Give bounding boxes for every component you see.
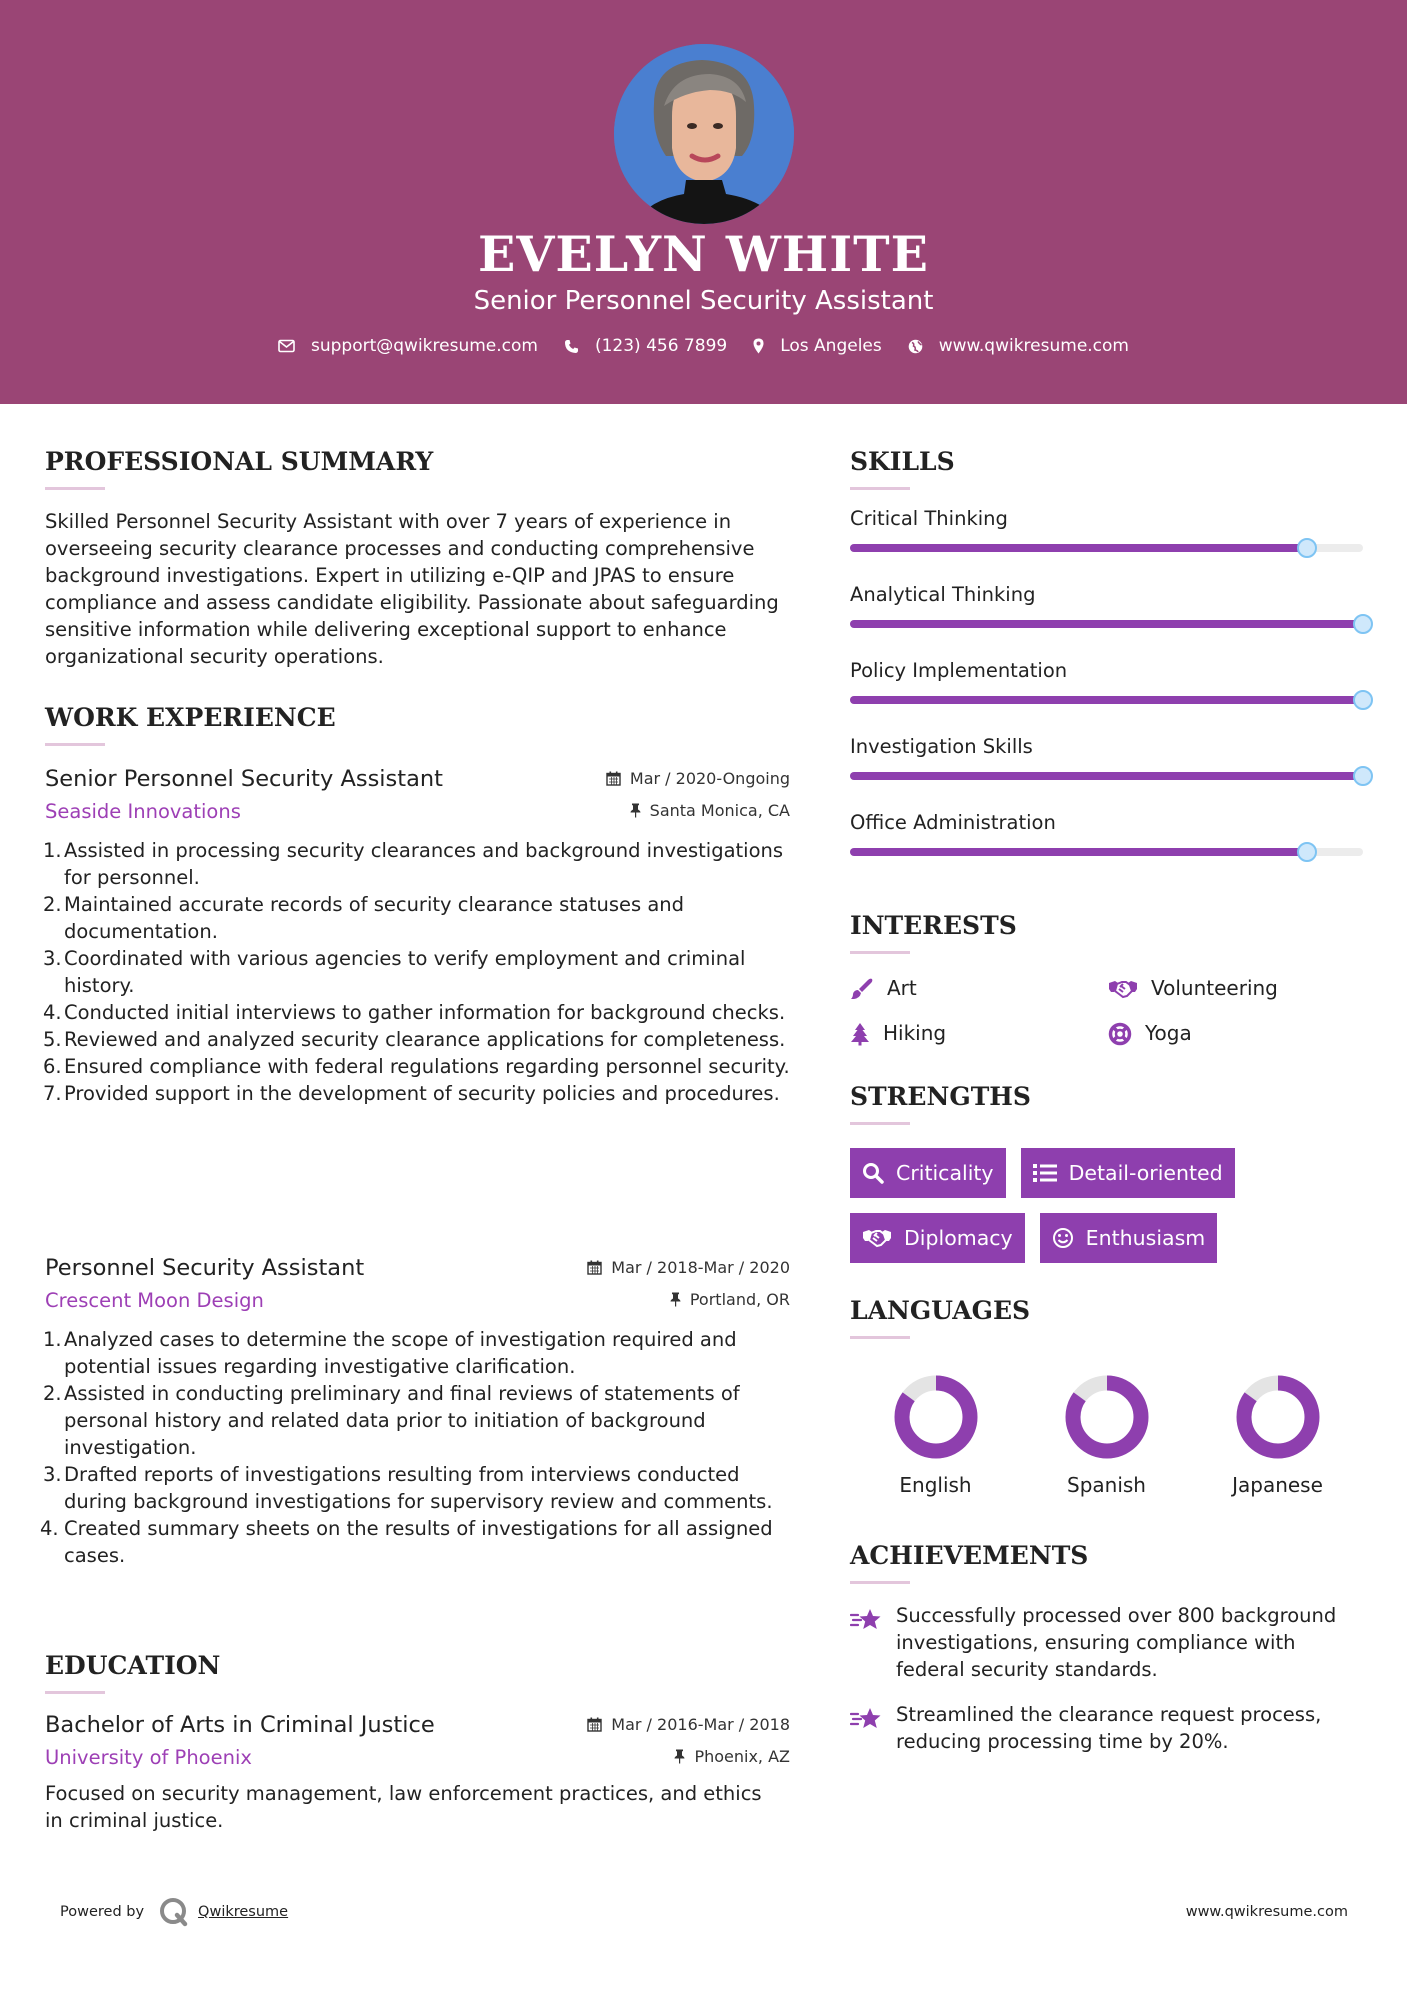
education-dates: [587, 1715, 790, 1734]
handshake-icon: [1108, 978, 1138, 1000]
section-divider: [850, 1581, 910, 1584]
job-role: Personnel Security Assistant: [45, 1255, 365, 1281]
pushpin-icon: [630, 803, 641, 818]
strength-label: Diplomacy: [904, 1226, 1013, 1250]
job-entry: [40, 1253, 790, 1569]
language-level-donut: [1234, 1373, 1322, 1461]
section-divider: [850, 951, 910, 954]
language-name: English: [899, 1473, 972, 1497]
interest-yoga: [1108, 1018, 1366, 1049]
skill-item: [850, 810, 1370, 886]
skill-level-fill: [850, 620, 1363, 628]
interests-heading: INTERESTS: [850, 911, 1017, 940]
job-entry: [45, 764, 790, 1107]
calendar-icon: [587, 1717, 602, 1732]
skill-level-knob: [1353, 614, 1373, 634]
phone-text: (123) 456 7899: [594, 336, 728, 356]
language-level-donut: [1063, 1373, 1151, 1461]
education-location: [674, 1747, 790, 1766]
list-item: 4. Created summary sheets on the results of investigations for all assigned cases.: [40, 1517, 773, 1567]
smile-icon: [1052, 1227, 1074, 1249]
achievement-item: [850, 1701, 1370, 1755]
contact-website[interactable]: [908, 336, 1129, 356]
experience-heading: WORK EXPERIENCE: [45, 703, 336, 732]
language-name: Spanish: [1067, 1473, 1146, 1497]
strength-label: Criticality: [896, 1161, 994, 1185]
job-location-text: Portland, OR: [689, 1290, 790, 1309]
language-name: Japanese: [1232, 1473, 1323, 1497]
achievements-heading: ACHIEVEMENTS: [850, 1541, 1089, 1570]
summary-heading: PROFESSIONAL SUMMARY: [45, 447, 434, 476]
skill-level-bar: [850, 848, 1363, 856]
education-description: Focused on security management, law enforcement practices, and ethics in criminal justice.: [45, 1782, 762, 1832]
language-item: [1021, 1373, 1192, 1499]
shooting-star-icon: [850, 1606, 882, 1634]
job-role: Senior Personnel Security Assistant: [45, 766, 443, 792]
strength-tag: [1040, 1213, 1218, 1263]
degree: Bachelor of Arts in Criminal Justice: [45, 1712, 435, 1738]
skill-item: [850, 658, 1370, 734]
job-company: Seaside Innovations: [45, 800, 241, 823]
skill-level-fill: [850, 544, 1307, 552]
achievement-text: Streamlined the clearance request process, reducing processing time by 20%.: [896, 1703, 1322, 1753]
strength-tag: [1021, 1148, 1235, 1198]
interest-label: Yoga: [1145, 1021, 1192, 1045]
job-dates: [606, 769, 790, 788]
job-dates-text: Mar / 2018-Mar / 2020: [611, 1258, 790, 1277]
tree-icon: [850, 1022, 870, 1046]
strength-label: Enthusiasm: [1085, 1226, 1206, 1250]
envelope-icon: [278, 339, 295, 353]
pushpin-icon: [674, 1749, 685, 1764]
section-divider: [45, 743, 105, 746]
job-location: [630, 801, 790, 820]
list-item: 1. Analyzed cases to determine the scope of investigation required and potential issues regarding investigative clarification.: [43, 1328, 737, 1378]
candidate-title: Senior Personnel Security Assistant: [473, 286, 934, 316]
handshake-icon: [862, 1227, 892, 1249]
section-divider: [45, 487, 105, 490]
skill-level-bar: [850, 620, 1363, 628]
search-icon: [862, 1162, 884, 1184]
powered-by-text: Powered by: [60, 1904, 145, 1920]
location-text: Los Angeles: [780, 336, 882, 356]
languages-section: [850, 1295, 1370, 1499]
pushpin-icon: [670, 1292, 681, 1307]
skill-level-fill: [850, 772, 1363, 780]
paintbrush-icon: [850, 977, 874, 1001]
achievements-section: [850, 1540, 1370, 1755]
skills-heading: SKILLS: [850, 447, 955, 476]
interest-label: Hiking: [883, 1021, 947, 1045]
contact-location: [753, 336, 882, 356]
education-heading: EDUCATION: [45, 1651, 221, 1680]
strength-label: Detail-oriented: [1068, 1161, 1223, 1185]
footer-website[interactable]: www.qwikresume.com: [1185, 1904, 1348, 1920]
skill-name: Office Administration: [850, 811, 1056, 834]
list-icon: [1033, 1163, 1057, 1183]
shooting-star-icon: [850, 1705, 882, 1733]
skill-level-fill: [850, 696, 1363, 704]
job-duties: [40, 1326, 790, 1569]
language-level-donut: [892, 1373, 980, 1461]
globe-icon: [908, 339, 923, 354]
languages-heading: LANGUAGES: [850, 1296, 1031, 1325]
list-item: 3. Coordinated with various agencies to verify employment and criminal history.: [43, 947, 746, 997]
section-divider: [45, 1691, 105, 1694]
section-divider: [850, 1122, 910, 1125]
summary-section: [45, 446, 790, 670]
section-divider: [850, 487, 910, 490]
job-dates: [587, 1258, 790, 1277]
map-pin-icon: [753, 338, 764, 354]
skill-level-bar: [850, 544, 1363, 552]
interest-label: Art: [887, 976, 917, 1000]
skills-section: [850, 446, 1370, 886]
job-dates-text: Mar / 2020-Ongoing: [629, 769, 790, 788]
calendar-icon: [606, 771, 621, 786]
skill-name: Critical Thinking: [850, 507, 1008, 530]
skill-name: Analytical Thinking: [850, 583, 1036, 606]
skill-level-knob: [1297, 842, 1317, 862]
skill-item: [850, 582, 1370, 658]
language-item: [850, 1373, 1021, 1499]
language-item: [1192, 1373, 1363, 1499]
skill-level-bar: [850, 772, 1363, 780]
school: University of Phoenix: [45, 1746, 252, 1769]
interests-section: [850, 910, 1370, 1049]
list-item: 2. Maintained accurate records of security clearance statuses and documentation.: [43, 893, 685, 943]
list-item: 3. Drafted reports of investigations resulting from interviews conducted during background investigations for supervisory review and comments.: [43, 1463, 773, 1513]
qwikresume-logo-icon: [158, 1896, 190, 1928]
list-item: 7. Provided support in the development of security policies and procedures.: [43, 1082, 780, 1105]
qwikresume-link[interactable]: Qwikresume: [198, 1904, 289, 1920]
job-duties: [45, 837, 790, 1107]
website-text: www.qwikresume.com: [938, 336, 1129, 356]
avatar: [614, 44, 794, 224]
skills-list: [850, 506, 1370, 886]
education-location-text: Phoenix, AZ: [694, 1747, 790, 1766]
skill-level-knob: [1353, 766, 1373, 786]
languages-list: [850, 1373, 1370, 1499]
list-item: 2. Assisted in conducting preliminary and final reviews of statements of personal history and related data prior to initiation of background investigation.: [43, 1382, 740, 1459]
experience-section: [45, 702, 790, 746]
lifering-icon: [1108, 1022, 1132, 1046]
interest-label: Volunteering: [1151, 976, 1278, 1000]
interests-list: [850, 973, 1370, 1049]
interest-volunteering: [1108, 973, 1366, 1004]
candidate-name: EVELYN WHITE: [478, 225, 929, 283]
skill-item: [850, 506, 1370, 582]
achievement-item: [850, 1602, 1370, 1683]
skill-name: Investigation Skills: [850, 735, 1033, 758]
skill-level-fill: [850, 848, 1307, 856]
job-location: [670, 1290, 790, 1309]
list-item: 5. Reviewed and analyzed security clearance applications for completeness.: [43, 1028, 786, 1051]
list-item: 4. Conducted initial interviews to gather information for background checks.: [43, 1001, 786, 1024]
interest-hiking: [850, 1018, 1108, 1049]
skill-level-bar: [850, 696, 1363, 704]
contact-phone[interactable]: [564, 336, 727, 356]
strength-tag: [850, 1213, 1025, 1263]
summary-text: Skilled Personnel Security Assistant with over 7 years of experience in overseeing security clearance processes and conducting comprehensive background investigations. Expert in utilizing e-QIP and JPAS to ensure compliance and assess candidate eligibility. Passionate about safeguarding sensitive information while delivering exceptional support to enhance organizational security operations.: [45, 510, 779, 668]
list-item: 1. Assisted in processing security clearances and background investigations for personnel.: [43, 839, 784, 889]
contact-email[interactable]: [278, 336, 538, 356]
skill-name: Policy Implementation: [850, 659, 1068, 682]
email-text: support@qwikresume.com: [311, 336, 538, 356]
education-section: [45, 1650, 790, 1834]
skill-level-knob: [1297, 538, 1317, 558]
job-location-text: Santa Monica, CA: [649, 801, 790, 820]
strength-tag: [850, 1148, 1006, 1198]
strengths-section: [850, 1081, 1370, 1263]
footer-powered-by: [60, 1896, 288, 1928]
section-divider: [850, 1336, 910, 1339]
list-item: 6. Ensured compliance with federal regulations regarding personnel security.: [43, 1055, 790, 1078]
strengths-list: [850, 1148, 1370, 1263]
skill-item: [850, 734, 1370, 810]
portrait-image: [614, 44, 794, 224]
phone-icon: [564, 339, 579, 354]
achievement-text: Successfully processed over 800 background investigations, ensuring compliance with federal security standards.: [896, 1604, 1337, 1681]
calendar-icon: [587, 1260, 602, 1275]
contact-bar: [0, 336, 1407, 356]
job-company: Crescent Moon Design: [45, 1289, 264, 1312]
strengths-heading: STRENGTHS: [850, 1082, 1031, 1111]
skill-level-knob: [1353, 690, 1373, 710]
education-dates-text: Mar / 2016-Mar / 2018: [611, 1715, 790, 1734]
interest-art: [850, 973, 1108, 1004]
resume-header: [0, 0, 1407, 404]
